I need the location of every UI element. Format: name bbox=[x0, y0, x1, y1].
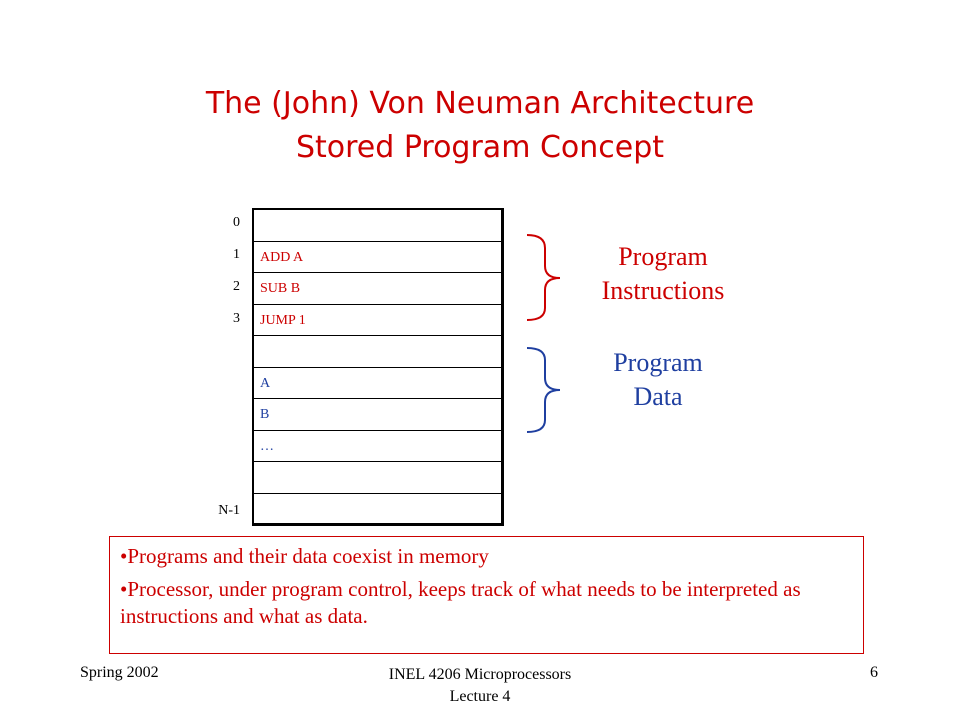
data-label-line-2: Data bbox=[633, 382, 683, 411]
instructions-label-line-1: Program bbox=[618, 242, 708, 271]
footer-date: Spring 2002 bbox=[80, 664, 159, 681]
memory-cell-1: ADD A bbox=[254, 242, 501, 274]
instructions-label-line-2: Instructions bbox=[601, 276, 725, 305]
footer-course bbox=[330, 664, 630, 708]
memory-cell-3: JUMP 1 bbox=[254, 305, 501, 337]
footer-course-line-1: INEL 4206 Microprocessors bbox=[388, 666, 572, 683]
footer-page-number: 6 bbox=[870, 664, 878, 681]
memory-cell-7: … bbox=[254, 431, 501, 463]
title-line-2: Stored Program Concept bbox=[295, 130, 665, 165]
note-item: •Processor, under program control, keeps track of what needs to be interpreted as instructions and what as data. bbox=[120, 577, 801, 628]
address-1: 1 bbox=[233, 247, 240, 262]
data-brace bbox=[527, 348, 560, 432]
title-line-1: The (John) Von Neuman Architecture bbox=[205, 86, 755, 121]
program-instructions-label bbox=[578, 240, 748, 308]
memory-cell-5: A bbox=[254, 368, 501, 400]
address-0: 0 bbox=[233, 215, 240, 230]
program-data-label bbox=[578, 346, 738, 414]
data-label-line-1: Program bbox=[613, 348, 703, 377]
note-item: •Programs and their data coexist in memory bbox=[120, 544, 489, 568]
notes-box bbox=[109, 536, 864, 654]
instructions-brace bbox=[527, 235, 560, 320]
address-n-1: N-1 bbox=[218, 503, 240, 518]
address-3: 3 bbox=[233, 311, 240, 326]
memory-cell-6: B bbox=[254, 399, 501, 431]
address-2: 2 bbox=[233, 279, 240, 294]
footer-course-line-2: Lecture 4 bbox=[449, 688, 511, 705]
memory-cell-2: SUB B bbox=[254, 273, 501, 305]
